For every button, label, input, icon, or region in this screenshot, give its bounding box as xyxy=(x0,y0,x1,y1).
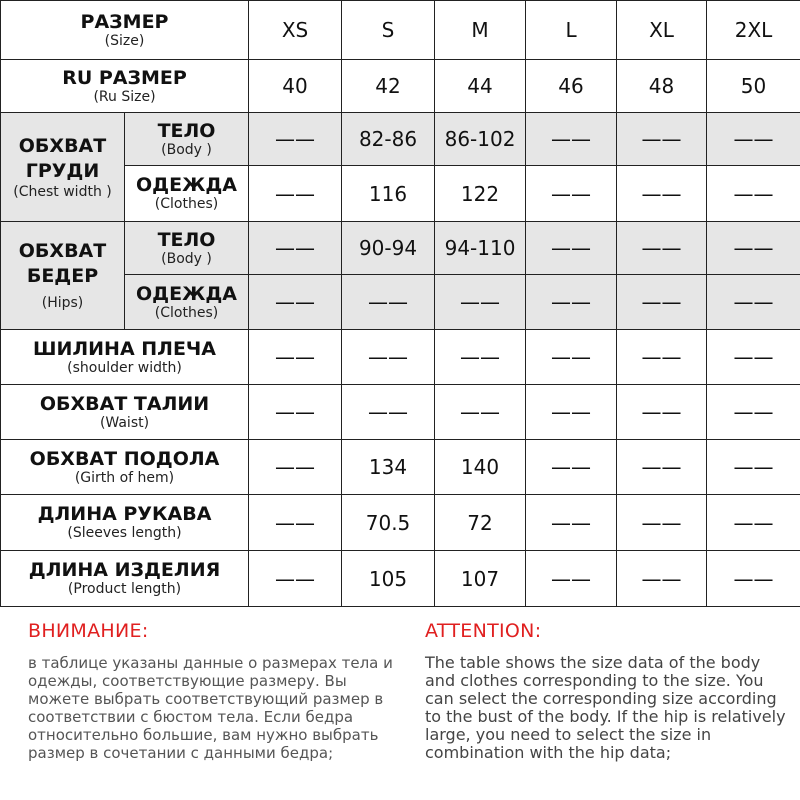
table-cell: —— xyxy=(707,330,800,385)
table-cell: —— xyxy=(707,275,800,330)
table-cell: —— xyxy=(249,113,342,166)
attention-title-en: ATTENTION: xyxy=(425,620,542,642)
size-header-cell xyxy=(1,1,249,60)
table-row xyxy=(1,495,800,551)
table-cell: —— xyxy=(617,222,707,275)
attention-title-ru: ВНИМАНИЕ: xyxy=(28,620,149,642)
hips-body-row xyxy=(1,222,800,275)
table-cell: —— xyxy=(249,330,342,385)
size-col-xs: XS xyxy=(249,1,342,60)
row-sub: (Waist) xyxy=(99,414,150,431)
table-cell: —— xyxy=(707,222,800,275)
table-cell: —— xyxy=(707,495,800,551)
size-col-s: S xyxy=(342,1,435,60)
table-cell: 40 xyxy=(249,60,342,113)
ru-size-label-cell xyxy=(1,60,249,113)
table-cell: 46 xyxy=(526,60,617,113)
chest-label-line1: ОБХВАТ xyxy=(18,134,107,157)
table-cell: —— xyxy=(249,551,342,607)
table-cell: 140 xyxy=(435,440,526,495)
hips-label-line2: БЕДЕР xyxy=(26,265,99,287)
table-cell: —— xyxy=(342,385,435,440)
sleeve-label-cell xyxy=(1,495,249,551)
size-col-l: L xyxy=(526,1,617,60)
waist-label-cell xyxy=(1,385,249,440)
table-cell: —— xyxy=(707,440,800,495)
size-col-2xl: 2XL xyxy=(707,1,800,60)
chest-clothes-label: ОДЕЖДА xyxy=(136,174,237,196)
table-cell: —— xyxy=(526,495,617,551)
table-cell: 122 xyxy=(435,166,526,222)
table-row xyxy=(1,330,800,385)
table-cell: —— xyxy=(342,330,435,385)
size-col-xl: XL xyxy=(617,1,707,60)
table-cell: —— xyxy=(249,222,342,275)
size-col-m: M xyxy=(435,1,526,60)
chest-body-label-cell xyxy=(125,113,249,166)
table-row xyxy=(1,385,800,440)
header-row xyxy=(1,1,800,60)
row-label: ДЛИНА РУКАВА xyxy=(37,503,212,525)
chest-clothes-sub: (Clothes) xyxy=(154,196,219,212)
chest-body-row xyxy=(1,113,800,166)
table-cell: —— xyxy=(617,113,707,166)
table-cell: —— xyxy=(526,551,617,607)
table-cell: 105 xyxy=(342,551,435,607)
hips-label-cell xyxy=(1,222,125,330)
table-cell: —— xyxy=(617,330,707,385)
table-cell: 72 xyxy=(435,495,526,551)
table-cell: —— xyxy=(249,166,342,222)
table-row xyxy=(1,551,800,607)
row-label: ОБХВАТ ТАЛИИ xyxy=(39,392,210,415)
row-sub: (shoulder width) xyxy=(67,359,182,376)
table-cell: 50 xyxy=(707,60,800,113)
row-sub: (Girth of hem) xyxy=(74,469,175,486)
row-label: ОБХВАТ ПОДОЛА xyxy=(29,447,220,470)
attention-note-en xyxy=(425,620,795,762)
attention-note-ru xyxy=(28,620,398,762)
table-cell: —— xyxy=(526,166,617,222)
hips-clothes-label-cell xyxy=(125,275,249,330)
table-cell: 42 xyxy=(342,60,435,113)
table-cell: —— xyxy=(249,275,342,330)
ru-size-row xyxy=(1,60,800,113)
table-cell: —— xyxy=(249,385,342,440)
table-cell: —— xyxy=(249,495,342,551)
table-cell: —— xyxy=(435,330,526,385)
table-cell: —— xyxy=(707,385,800,440)
table-cell: 94-110 xyxy=(435,222,526,275)
table-cell: —— xyxy=(435,275,526,330)
attention-text-ru: в таблице указаны данные о размерах тела и одежды, соответствующие размеру. Вы можете выбрать соответствующий размер в соответствии с бюстом тела. Если бедра относительно большие, вам нужно выбрать размер в сочетании с данными бедра; xyxy=(28,654,393,762)
table-cell: 107 xyxy=(435,551,526,607)
table-cell: 86-102 xyxy=(435,113,526,166)
table-cell: —— xyxy=(526,113,617,166)
table-cell: —— xyxy=(526,275,617,330)
table-cell: —— xyxy=(617,275,707,330)
table-cell: —— xyxy=(617,440,707,495)
hips-clothes-label: ОДЕЖДА xyxy=(136,282,237,305)
chest-label-line2: ГРУДИ xyxy=(25,159,100,182)
table-cell: —— xyxy=(617,495,707,551)
row-sub: (Product length) xyxy=(67,581,182,597)
chest-body-sub: (Body ) xyxy=(161,141,212,158)
hips-label-sub: (Hips) xyxy=(41,295,84,311)
hem-label-cell xyxy=(1,440,249,495)
table-cell: 48 xyxy=(617,60,707,113)
row-label: ШИЛИНА ПЛЕЧА xyxy=(33,337,216,360)
size-header-label: РАЗМЕР xyxy=(80,10,169,33)
table-cell: 134 xyxy=(342,440,435,495)
ru-size-sub: (Ru Size) xyxy=(93,88,156,105)
table-row xyxy=(1,440,800,495)
table-cell: —— xyxy=(526,330,617,385)
size-header-sub: (Size) xyxy=(104,32,145,49)
table-cell: —— xyxy=(707,166,800,222)
table-cell: 70.5 xyxy=(342,495,435,551)
hips-body-label: ТЕЛО xyxy=(157,228,216,251)
table-cell: 116 xyxy=(342,166,435,222)
table-cell: —— xyxy=(526,440,617,495)
attention-text-en: The table shows the size data of the body and clothes corresponding to the size. You can select the corresponding size according to the bust of the body. If the hip is relatively large, you need to select the size in combination with the hip data; xyxy=(425,653,786,762)
table-cell: 44 xyxy=(435,60,526,113)
table-cell: 82-86 xyxy=(342,113,435,166)
chest-label-sub: (Chest width ) xyxy=(13,183,112,200)
ru-size-label: RU РАЗМЕР xyxy=(62,66,187,89)
table-cell: —— xyxy=(526,222,617,275)
table-cell: —— xyxy=(526,385,617,440)
table-cell: —— xyxy=(435,385,526,440)
table-cell: —— xyxy=(617,551,707,607)
table-cell: —— xyxy=(249,440,342,495)
chest-label-cell xyxy=(1,113,125,222)
table-cell: 90-94 xyxy=(342,222,435,275)
shoulder-label-cell xyxy=(1,330,249,385)
hips-clothes-sub: (Clothes) xyxy=(154,304,219,321)
length-label-cell xyxy=(1,551,249,607)
table-cell: —— xyxy=(707,113,800,166)
table-cell: —— xyxy=(707,551,800,607)
table-cell: —— xyxy=(342,275,435,330)
chest-clothes-label-cell xyxy=(125,166,249,222)
hips-body-label-cell xyxy=(125,222,249,275)
row-label: ДЛИНА ИЗДЕЛИЯ xyxy=(28,559,221,581)
row-sub: (Sleeves length) xyxy=(67,525,182,541)
hips-body-sub: (Body ) xyxy=(161,250,212,267)
hips-label-line1: ОБХВАТ xyxy=(18,240,107,262)
chest-body-label: ТЕЛО xyxy=(157,119,216,142)
table-cell: —— xyxy=(617,166,707,222)
table-cell: —— xyxy=(617,385,707,440)
